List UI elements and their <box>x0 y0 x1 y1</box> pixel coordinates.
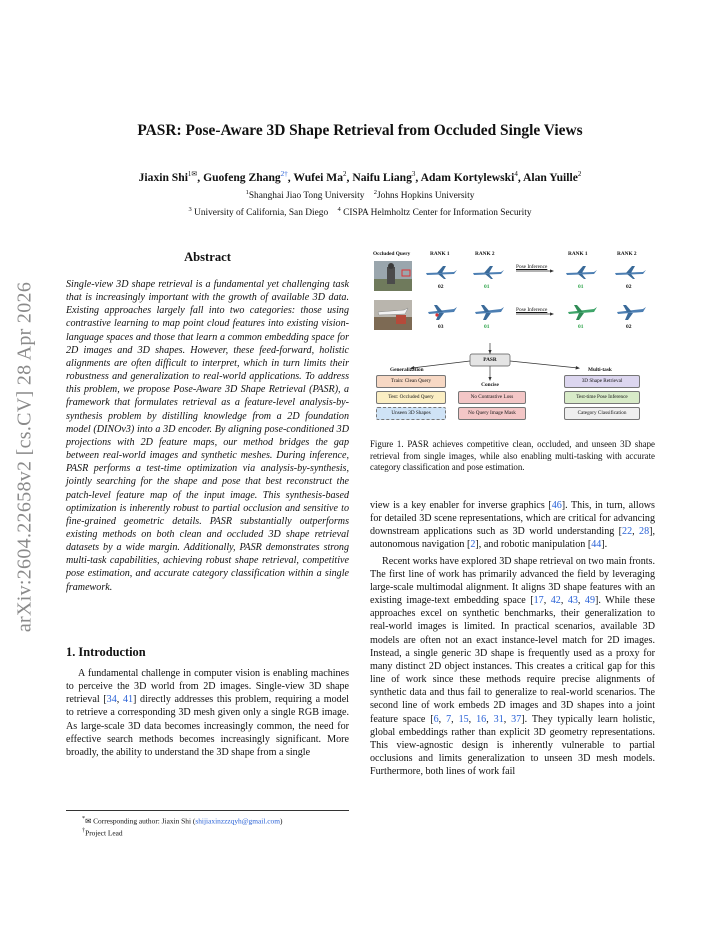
concise-item: No Query Image Mask <box>458 407 526 420</box>
author: Wufei Ma$^2$, <box>293 170 353 184</box>
multitask-item: 3D Shape Retrieval <box>564 375 640 388</box>
paragraph-2: Recent works have explored 3D shape retrieval on two main fronts. The first line of work has primarily advanced the field by leveraging large-scale multimodal alignment. It aligns 3D shape features with an existing image-text embedding space [17, 42, 43, 49]. While these approaches excel on synthetic benchmarks, their generalization to real-world images is limited. In practical scenarios, available 3D models are often not an exact instance-level match for 2D images. Instead, a single generic 3D shape is frequently used as a proxy for many distinct 2D object instances. This creates a critical gap for this line of work since these methods require precise alignments of synthetic data and thus fail to generalize to real-world scenarios. The second line of work embeds 2D images and 3D shapes into a joint feature space [6, 7, 15, 16, 31, 37]. They typically learn holistic, global embeddings rather than explicit 3D geometry representations. This view-agnostic design is inherently vulnerable to partial occlusions and limits generalization to unseen 3D mesh models. Furthermore, both lines of work fail <box>370 555 656 778</box>
citation-link[interactable]: 15 <box>458 713 469 725</box>
footnotes <box>66 810 349 839</box>
header-rank1-right: RANK 1 <box>568 251 588 257</box>
rank-id: 01 <box>578 324 584 330</box>
citation-link[interactable]: 42 <box>550 595 561 607</box>
right-column-text <box>370 499 655 778</box>
citation-link[interactable]: 44 <box>591 539 602 551</box>
citation-link[interactable]: 41 <box>122 694 134 706</box>
citation-link[interactable]: 6 <box>433 713 439 725</box>
introduction-text: A fundamental challenge in computer vision is enabling machines to perceive the 3D world from 2D images. Single-view 3D shape retrieval [34, 41] directly addresses this problem, requiring a model to retrieve a corresponding 3D mesh given only a single RGB image. As large-scale 3D data becomes increasingly common, the need for effective search methods becomes increasingly significant. More broadly, the ability to understand the 3D shape from a single <box>66 668 349 758</box>
header-rank1-left: RANK 1 <box>430 251 450 257</box>
plane-render-icon <box>424 303 458 321</box>
author: Alan Yuille$^2$ <box>522 170 582 184</box>
abstract-text: Single-view 3D shape retrieval is a fundamental yet challenging task that is increasingly important with the growth of available 3D data. Existing approaches largely fall into two categories: those using contrastive learning to map point cloud features into existing vision-language spaces and those that learn a common embedding space for 2D images and 3D shapes. However, these feed-forward, holistic alignments are often difficult to interpret, which in turn limits their robustness and generalization to real-world applications. To address this problem, we propose Pose-Aware 3D Shape Retrieval (PASR), a framework that formulates retrieval as a feature-level analysis-by-synthesis problem by distilling knowledge from a 2D foundation model (DINOv3) into a 3D encoder. By aligning pose-conditioned 3D projections with 2D feature maps, our method bridges the gap between real-world images and synthetic meshes. During inference, PASR performs a test-time optimization via analysis-by-synthesis, jointly searching for the shape and pose that best reconstruct the patch-level feature map of the input image. This synthesis-based optimization is inherently robust to partial occlusion and sensitive to fine-grained geometric details. PASR substantially outperforms existing methods on both clean and occluded 3D shape retrieval datasets by a wide margin. Additionally, PASR demonstrates strong multi-task capabilities, achieving robust shape retrieval, competitive pose estimation, and accurate category classification within a single framework. <box>66 279 349 593</box>
rank-id: 01 <box>484 324 490 330</box>
header-rank2-left: RANK 2 <box>475 251 495 257</box>
plane-render-icon <box>564 303 598 321</box>
citation-link[interactable]: 28 <box>639 526 650 538</box>
multitask-item: Category Classification <box>564 407 640 420</box>
rank-id: 01 <box>578 284 584 290</box>
citation-link[interactable]: 43 <box>567 595 578 607</box>
citation-link[interactable]: 46 <box>551 500 562 511</box>
header-occluded-query: Occluded Query <box>373 251 411 257</box>
plane-render-icon <box>564 263 598 281</box>
citation-link[interactable]: 22 <box>622 526 633 538</box>
plane-render-icon <box>613 303 647 321</box>
author-list <box>60 170 660 184</box>
paragraph-1: view is a key enabler for inverse graphics [46]. This, in turn, allows for detailed 3D scene representations, which are critical for advancing downstream applications such as 3D world understanding [22, 28], autonomous navigation [2], and robotic manipulation [44]. <box>370 500 655 551</box>
footnote-project-lead: †Project Lead <box>82 828 123 838</box>
multitask-title: Multi-task <box>588 367 612 373</box>
occluded-query-photo <box>374 261 412 291</box>
concise-title: Concise <box>481 382 499 388</box>
generalization-item: Test: Occluded Query <box>376 391 446 404</box>
paper-title: PASR: Pose-Aware 3D Shape Retrieval from Occluded Single Views <box>137 122 583 139</box>
affiliations-line-2: $^3$ University of California, San Diego $^4$ CISPA Helmholtz Center for Information Security <box>188 206 532 219</box>
occluded-query-photo <box>374 300 412 330</box>
author: Adam Kortylewski$^4$, <box>420 170 523 184</box>
footnote-corresponding: *✉ Corresponding author: Jiaxin Shi (shijiaxinzzzqyh@gmail.com) <box>82 816 283 826</box>
citation-link[interactable]: 16 <box>476 713 487 725</box>
rank-id: 02 <box>438 284 444 290</box>
citation-link[interactable]: 31 <box>493 713 504 725</box>
generalization-item: Unseen 3D Shapes <box>376 407 446 420</box>
figure-1-caption: Figure 1. PASR achieves competitive clean, occluded, and unseen 3D shape retrieval from single images, while also enabling multi-tasking with accurate category classification and pose estimation. <box>370 439 655 473</box>
rank-id: 01 <box>484 284 490 290</box>
citation-link[interactable]: 37 <box>511 713 522 725</box>
citation-link[interactable]: 34 <box>106 694 117 706</box>
citation-link[interactable]: 49 <box>584 595 595 607</box>
rank-id: 02 <box>626 284 632 290</box>
generalization-title: Generalization <box>390 367 424 373</box>
plane-render-icon <box>613 263 647 281</box>
email-link[interactable]: shijiaxinzzzqyh@gmail.com <box>195 816 280 826</box>
author: Guofeng Zhang$^{2\dagger}$, <box>203 170 294 184</box>
header-rank2-right: RANK 2 <box>617 251 637 257</box>
author: Jiaxin Shi$^{1✉}$, <box>138 170 204 184</box>
affiliations-line-1: $^1$Shanghai Jiao Tong University $^2$Johns Hopkins University <box>245 189 475 202</box>
concise-item: No Contrastive Loss <box>458 391 526 404</box>
plane-render-icon <box>424 263 458 281</box>
citation-link[interactable]: 17 <box>533 595 544 607</box>
citation-link[interactable]: 2 <box>470 539 476 551</box>
multitask-item: Test-time Pose Inference <box>564 391 640 404</box>
plane-render-icon <box>471 263 505 281</box>
author: Naifu Liang$^3$, <box>352 170 421 184</box>
arxiv-stamp: arXiv:2604.22658v2 [cs.CV] 28 Apr 2026 <box>13 281 36 633</box>
rank-id: 03 <box>438 324 444 330</box>
rank-id: 02 <box>626 324 632 330</box>
pose-inference-label: Pose Inference <box>516 264 548 270</box>
plane-render-icon <box>471 303 505 321</box>
citation-link[interactable]: 7 <box>446 713 452 725</box>
pasr-center-label: PASR <box>483 357 497 363</box>
section-heading-introduction: 1. Introduction <box>66 645 146 659</box>
pose-inference-label: Pose Inference <box>516 307 548 313</box>
abstract-heading: Abstract <box>184 250 231 264</box>
figure-1 <box>370 248 656 430</box>
generalization-item: Train: Clean Query <box>376 375 446 388</box>
